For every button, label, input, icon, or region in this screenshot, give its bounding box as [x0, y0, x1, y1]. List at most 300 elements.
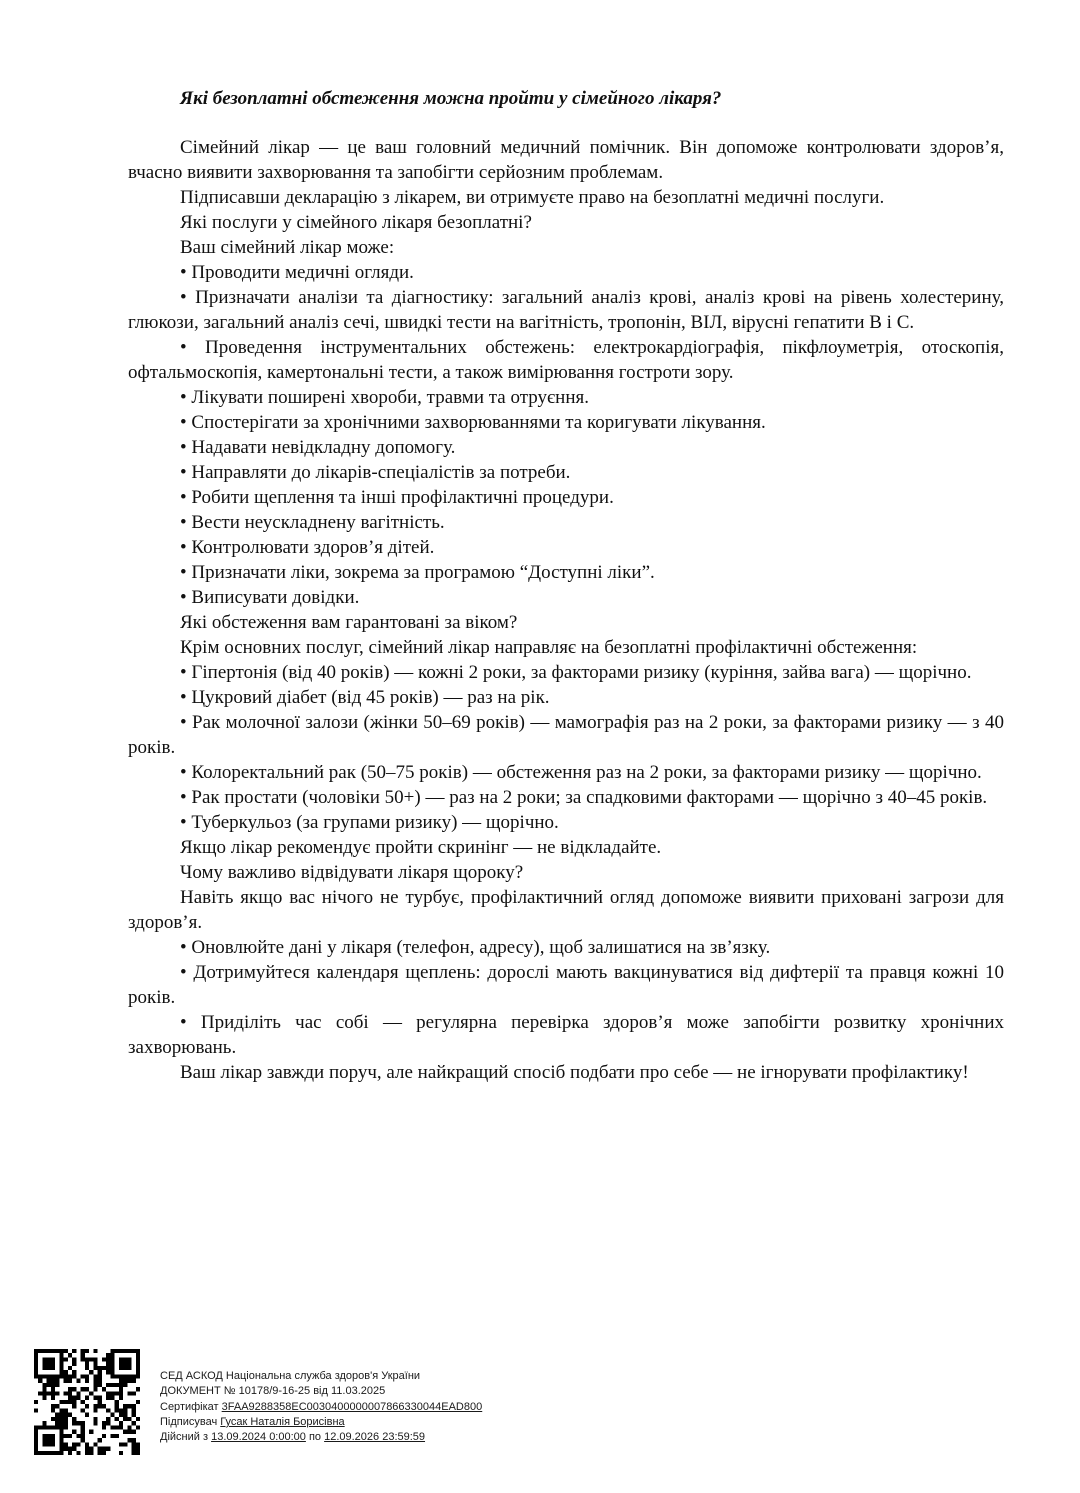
qr-module: [119, 1421, 123, 1425]
qr-module: [72, 1387, 76, 1391]
qr-module: [93, 1421, 97, 1425]
qr-module: [55, 1379, 59, 1383]
qr-module: [102, 1434, 106, 1438]
qr-module: [64, 1417, 68, 1421]
qr-module: [59, 1366, 63, 1370]
qr-module: [123, 1362, 127, 1366]
qr-module: [98, 1400, 102, 1404]
qr-module: [93, 1408, 97, 1412]
qr-module: [47, 1366, 51, 1370]
qr-module: [93, 1362, 97, 1366]
qr-module: [132, 1374, 136, 1378]
qr-module: [110, 1366, 114, 1370]
qr-module: [38, 1379, 42, 1383]
qr-module: [51, 1396, 55, 1400]
qr-module: [123, 1349, 127, 1353]
qr-module: [119, 1379, 123, 1383]
qr-module: [42, 1362, 46, 1366]
section-heading: Які обстеження вам гарантовані за віком?: [180, 612, 518, 633]
qr-module: [64, 1413, 68, 1417]
qr-module: [51, 1387, 55, 1391]
qr-module: [85, 1357, 89, 1361]
qr-module: [123, 1374, 127, 1378]
qr-module: [42, 1383, 46, 1387]
qr-module: [85, 1396, 89, 1400]
qr-module: [72, 1430, 76, 1434]
qr-module: [51, 1417, 55, 1421]
qr-module: [38, 1451, 42, 1455]
qr-module: [47, 1434, 51, 1438]
qr-module: [76, 1379, 80, 1383]
qr-module: [98, 1379, 102, 1383]
qr-module: [47, 1438, 51, 1442]
qr-module: [119, 1442, 123, 1446]
qr-module: [76, 1391, 80, 1395]
qr-module: [110, 1353, 114, 1357]
qr-module: [119, 1396, 123, 1400]
signature-certificate: [160, 1400, 482, 1415]
qr-module: [42, 1421, 46, 1425]
qr-module: [59, 1370, 63, 1374]
qr-module: [42, 1396, 46, 1400]
qr-module: [76, 1442, 80, 1446]
qr-module: [85, 1451, 89, 1455]
qr-module: [127, 1438, 131, 1442]
qr-module: [119, 1387, 123, 1391]
qr-module: [68, 1447, 72, 1451]
list-item: • Проводити медичні огляди.: [180, 262, 414, 283]
qr-module: [93, 1357, 97, 1361]
qr-module: [51, 1451, 55, 1455]
qr-module: [89, 1370, 93, 1374]
qr-module: [119, 1357, 123, 1361]
qr-module: [119, 1374, 123, 1378]
qr-module: [51, 1349, 55, 1353]
list-item: • Цукровий діабет (від 45 років) — раз на рік.: [180, 687, 550, 708]
qr-module: [106, 1366, 110, 1370]
qr-module: [115, 1383, 119, 1387]
qr-module: [81, 1374, 85, 1378]
qr-module: [123, 1417, 127, 1421]
qr-module: [98, 1366, 102, 1370]
qr-module: [47, 1379, 51, 1383]
qr-module: [93, 1349, 97, 1353]
paragraph: Крім основних послуг, сімейний лікар направляє на безоплатні профілактичні обстеження:: [180, 637, 918, 658]
qr-module: [127, 1357, 131, 1361]
paragraph: Якщо лікар рекомендує пройти скринінг — не відкладайте.: [180, 837, 662, 858]
qr-module: [38, 1349, 42, 1353]
qr-module: [81, 1438, 85, 1442]
list-item: • Призначати аналізи та діагностику: загальний аналіз крові, аналіз крові на рівень холестерину, глюкози, загальний аналіз сечі, швидкі тести на вагітність, тропонін, ВІЛ, вірусні гепатити В і С.: [128, 287, 1004, 333]
qr-module: [59, 1400, 63, 1404]
qr-module: [42, 1357, 46, 1361]
qr-module: [136, 1447, 140, 1451]
qr-module: [64, 1434, 68, 1438]
qr-module: [42, 1425, 46, 1429]
valid-to: 12.09.2026 23:59:59: [324, 1431, 426, 1444]
qr-module: [110, 1383, 114, 1387]
qr-module: [85, 1366, 89, 1370]
qr-module: [64, 1447, 68, 1451]
qr-module: [72, 1370, 76, 1374]
qr-module: [51, 1357, 55, 1361]
qr-module: [102, 1366, 106, 1370]
qr-module: [136, 1362, 140, 1366]
qr-module: [51, 1434, 55, 1438]
qr-module: [42, 1366, 46, 1370]
qr-module: [85, 1404, 89, 1408]
signature-signer: [160, 1415, 482, 1430]
qr-module: [72, 1357, 76, 1361]
qr-module: [59, 1434, 63, 1438]
qr-module: [72, 1374, 76, 1378]
qr-module: [55, 1374, 59, 1378]
qr-module: [47, 1362, 51, 1366]
list-item: • Призначати ліки, зокрема за програмою “Доступні ліки”.: [180, 562, 655, 583]
list-item: • Дотримуйтеся календаря щеплень: дорослі мають вакцинуватися від дифтерії та правця кожні 10 років.: [128, 962, 1004, 1008]
qr-module: [72, 1417, 76, 1421]
qr-module: [123, 1404, 127, 1408]
qr-module: [110, 1425, 114, 1429]
qr-module: [98, 1396, 102, 1400]
qr-module: [132, 1404, 136, 1408]
qr-module: [34, 1408, 38, 1412]
qr-module: [123, 1383, 127, 1387]
qr-module: [38, 1425, 42, 1429]
qr-module: [34, 1349, 38, 1353]
qr-module: [102, 1387, 106, 1391]
qr-module: [136, 1349, 140, 1353]
qr-module: [106, 1391, 110, 1395]
qr-module: [110, 1396, 114, 1400]
qr-module: [102, 1425, 106, 1429]
qr-module: [42, 1434, 46, 1438]
list-item: • Проведення інструментальних обстежень: електрокардіографія, пікфлоуметрія, отоскопія, офтальмоскопія, камертональні тести, а також вимірювання гостроти зору.: [128, 337, 1004, 383]
qr-module: [34, 1366, 38, 1370]
qr-module: [42, 1349, 46, 1353]
qr-module: [51, 1366, 55, 1370]
list-item: • Оновлюйте дані у лікаря (телефон, адресу), щоб залишатися на зв’язку.: [180, 937, 771, 958]
qr-module: [106, 1362, 110, 1366]
qr-module: [59, 1408, 63, 1412]
list-item: • Лікувати поширені хвороби, травми та отруєння.: [180, 387, 589, 408]
qr-module: [127, 1391, 131, 1395]
qr-module: [127, 1362, 131, 1366]
qr-module: [59, 1438, 63, 1442]
qr-module: [72, 1396, 76, 1400]
qr-module: [136, 1442, 140, 1446]
qr-module: [64, 1442, 68, 1446]
qr-module: [55, 1383, 59, 1387]
qr-module: [136, 1417, 140, 1421]
qr-module: [127, 1379, 131, 1383]
qr-module: [102, 1404, 106, 1408]
qr-module: [110, 1391, 114, 1395]
qr-module: [93, 1396, 97, 1400]
qr-module: [59, 1421, 63, 1425]
qr-module: [47, 1374, 51, 1378]
qr-module: [68, 1413, 72, 1417]
qr-module: [34, 1362, 38, 1366]
qr-module: [89, 1430, 93, 1434]
qr-module: [42, 1442, 46, 1446]
qr-module: [68, 1387, 72, 1391]
qr-module: [34, 1438, 38, 1442]
qr-module: [38, 1374, 42, 1378]
qr-module: [102, 1357, 106, 1361]
qr-module: [93, 1379, 97, 1383]
qr-module: [127, 1417, 131, 1421]
qr-module: [98, 1370, 102, 1374]
qr-module: [68, 1366, 72, 1370]
qr-module: [85, 1442, 89, 1446]
qr-module: [110, 1374, 114, 1378]
qr-module: [47, 1357, 51, 1361]
qr-module: [136, 1451, 140, 1455]
qr-module: [34, 1425, 38, 1429]
qr-module: [89, 1447, 93, 1451]
qr-module: [89, 1451, 93, 1455]
valid-label: Дійсний з: [160, 1431, 209, 1444]
qr-module: [34, 1430, 38, 1434]
qr-module: [106, 1396, 110, 1400]
signer-value: Гусак Наталія Борисівна: [220, 1415, 345, 1428]
qr-module: [102, 1451, 106, 1455]
qr-module: [85, 1362, 89, 1366]
qr-module: [81, 1425, 85, 1429]
qr-module: [59, 1413, 63, 1417]
qr-module: [115, 1404, 119, 1408]
qr-module: [85, 1447, 89, 1451]
qr-module: [119, 1408, 123, 1412]
qr-module: [59, 1362, 63, 1366]
qr-module: [68, 1400, 72, 1404]
valid-from: 13.09.2024 0:00:00: [211, 1431, 306, 1444]
qr-module: [127, 1349, 131, 1353]
qr-module: [85, 1413, 89, 1417]
qr-module: [42, 1374, 46, 1378]
qr-module: [55, 1417, 59, 1421]
qr-module: [132, 1451, 136, 1455]
qr-module: [42, 1387, 46, 1391]
qr-module: [68, 1434, 72, 1438]
paragraph: Які послуги у сімейного лікаря безоплатні?: [180, 212, 532, 233]
list-item: • Направляти до лікарів-спеціалістів за потреби.: [180, 462, 571, 483]
list-item: • Гіпертонія (від 40 років) — кожні 2 роки, за факторами ризику (куріння, зайва вага) — щорічно.: [180, 662, 972, 683]
qr-module: [68, 1379, 72, 1383]
qr-module: [123, 1366, 127, 1370]
qr-module: [68, 1451, 72, 1455]
qr-module: [68, 1353, 72, 1357]
qr-module: [132, 1413, 136, 1417]
paragraph: Сімейний лікар — це ваш головний медичний помічник. Він допоможе контролювати здоров’я, вчасно виявити захворювання та запобігти серйозним проблемам.: [128, 137, 1004, 183]
qr-module: [76, 1396, 80, 1400]
qr-module: [72, 1442, 76, 1446]
qr-module: [47, 1383, 51, 1387]
qr-module: [110, 1362, 114, 1366]
qr-module: [110, 1370, 114, 1374]
qr-module: [64, 1400, 68, 1404]
qr-module: [42, 1391, 46, 1395]
document-title: Які безоплатні обстеження можна пройти у сімейного лікаря?: [180, 88, 722, 109]
qr-module: [136, 1400, 140, 1404]
qr-module: [51, 1442, 55, 1446]
list-item: • Рак простати (чоловіки 50+) — раз на 2 роки; за спадковими факторами — щорічно з 40–45 років.: [180, 787, 988, 808]
qr-module: [110, 1434, 114, 1438]
qr-module: [55, 1391, 59, 1395]
qr-module: [110, 1357, 114, 1361]
signature-validity: [160, 1430, 482, 1445]
qr-module: [68, 1396, 72, 1400]
paragraph: Підписавши декларацію з лікарем, ви отримуєте право на безоплатні медичні послуги.: [180, 187, 885, 208]
qr-module: [34, 1353, 38, 1357]
signature-block: [34, 1349, 734, 1459]
qr-code-icon: [34, 1349, 140, 1455]
qr-module: [51, 1404, 55, 1408]
qr-module: [119, 1349, 123, 1353]
qr-module: [64, 1408, 68, 1412]
qr-module: [98, 1383, 102, 1387]
qr-module: [132, 1430, 136, 1434]
qr-module: [81, 1408, 85, 1412]
qr-module: [59, 1442, 63, 1446]
qr-module: [59, 1425, 63, 1429]
qr-module: [132, 1391, 136, 1395]
qr-module: [81, 1353, 85, 1357]
qr-module: [59, 1374, 63, 1378]
qr-module: [72, 1421, 76, 1425]
paragraph: Навіть якщо вас нічого не турбує, профілактичний огляд допоможе виявити приховані загрози для здоров’я.: [128, 887, 1004, 933]
qr-module: [123, 1408, 127, 1412]
qr-module: [72, 1362, 76, 1366]
qr-module: [64, 1425, 68, 1429]
qr-module: [68, 1374, 72, 1378]
qr-module: [85, 1379, 89, 1383]
qr-module: [85, 1374, 89, 1378]
qr-module: [51, 1408, 55, 1412]
qr-module: [132, 1442, 136, 1446]
qr-module: [115, 1417, 119, 1421]
qr-module: [119, 1366, 123, 1370]
signature-system: СЕД АСКОД Національна служба здоров'я України: [160, 1370, 421, 1382]
qr-module: [51, 1362, 55, 1366]
qr-module: [136, 1357, 140, 1361]
qr-module: [106, 1353, 110, 1357]
qr-module: [123, 1430, 127, 1434]
qr-module: [106, 1421, 110, 1425]
document-body: [128, 86, 1004, 1085]
qr-module: [64, 1370, 68, 1374]
qr-module: [115, 1425, 119, 1429]
qr-module: [102, 1447, 106, 1451]
qr-module: [119, 1391, 123, 1395]
qr-module: [72, 1404, 76, 1408]
list-item: • Виписувати довідки.: [180, 587, 360, 608]
qr-module: [136, 1370, 140, 1374]
qr-module: [64, 1421, 68, 1425]
qr-module: [55, 1349, 59, 1353]
qr-module: [123, 1357, 127, 1361]
qr-module: [115, 1374, 119, 1378]
qr-module: [136, 1425, 140, 1429]
qr-module: [93, 1417, 97, 1421]
list-item: • Туберкульоз (за групами ризику) — щорічно.: [180, 812, 559, 833]
qr-module: [76, 1451, 80, 1455]
qr-module: [51, 1425, 55, 1429]
certificate-value: 3FAA9288358EC0030400000007866330044EAD800: [221, 1400, 483, 1413]
qr-module: [42, 1451, 46, 1455]
qr-module: [47, 1349, 51, 1353]
qr-module: [64, 1349, 68, 1353]
qr-module: [93, 1366, 97, 1370]
qr-module: [119, 1413, 123, 1417]
qr-module: [98, 1451, 102, 1455]
qr-module: [115, 1408, 119, 1412]
list-item: • Вести неускладнену вагітність.: [180, 512, 445, 533]
qr-module: [59, 1430, 63, 1434]
qr-module: [106, 1383, 110, 1387]
qr-module: [81, 1434, 85, 1438]
qr-module: [132, 1349, 136, 1353]
qr-module: [81, 1421, 85, 1425]
qr-module: [64, 1374, 68, 1378]
qr-module: [51, 1374, 55, 1378]
qr-module: [106, 1408, 110, 1412]
qr-module: [51, 1379, 55, 1383]
qr-module: [34, 1374, 38, 1378]
qr-module: [132, 1421, 136, 1425]
qr-module: [55, 1421, 59, 1425]
qr-module: [93, 1383, 97, 1387]
qr-module: [106, 1370, 110, 1374]
qr-module: [98, 1374, 102, 1378]
qr-module: [72, 1400, 76, 1404]
list-item: • Спостерігати за хронічними захворюваннями та коригувати лікування.: [180, 412, 766, 433]
qr-module: [34, 1447, 38, 1451]
list-item: • Робити щеплення та інші профілактичні процедури.: [180, 487, 614, 508]
qr-module: [115, 1400, 119, 1404]
qr-module: [93, 1442, 97, 1446]
list-item: • Надавати невідкладну допомогу.: [180, 437, 456, 458]
paragraph: Ваш лікар завжди поруч, але найкращий спосіб подбати про себе — не ігнорувати профілактику!: [180, 1062, 969, 1083]
qr-module: [102, 1421, 106, 1425]
signer-label: Підписувач: [160, 1415, 218, 1428]
valid-mid: по: [308, 1431, 322, 1444]
qr-module: [47, 1442, 51, 1446]
qr-module: [47, 1451, 51, 1455]
list-item: • Контролювати здоров’я дітей.: [180, 537, 435, 558]
qr-module: [55, 1451, 59, 1455]
qr-module: [127, 1366, 131, 1370]
qr-module: [98, 1404, 102, 1408]
qr-module: [51, 1391, 55, 1395]
qr-module: [51, 1383, 55, 1387]
qr-module: [115, 1349, 119, 1353]
qr-module: [136, 1366, 140, 1370]
list-item: • Приділіть час собі — регулярна перевірка здоров’я може запобігти розвитку хронічних захворювань.: [128, 1012, 1004, 1058]
qr-module: [72, 1447, 76, 1451]
qr-module: [106, 1417, 110, 1421]
qr-module: [115, 1434, 119, 1438]
qr-module: [115, 1391, 119, 1395]
qr-module: [136, 1353, 140, 1357]
qr-module: [59, 1349, 63, 1353]
qr-module: [136, 1374, 140, 1378]
qr-module: [59, 1353, 63, 1357]
qr-module: [132, 1379, 136, 1383]
qr-module: [55, 1413, 59, 1417]
qr-module: [64, 1357, 68, 1361]
